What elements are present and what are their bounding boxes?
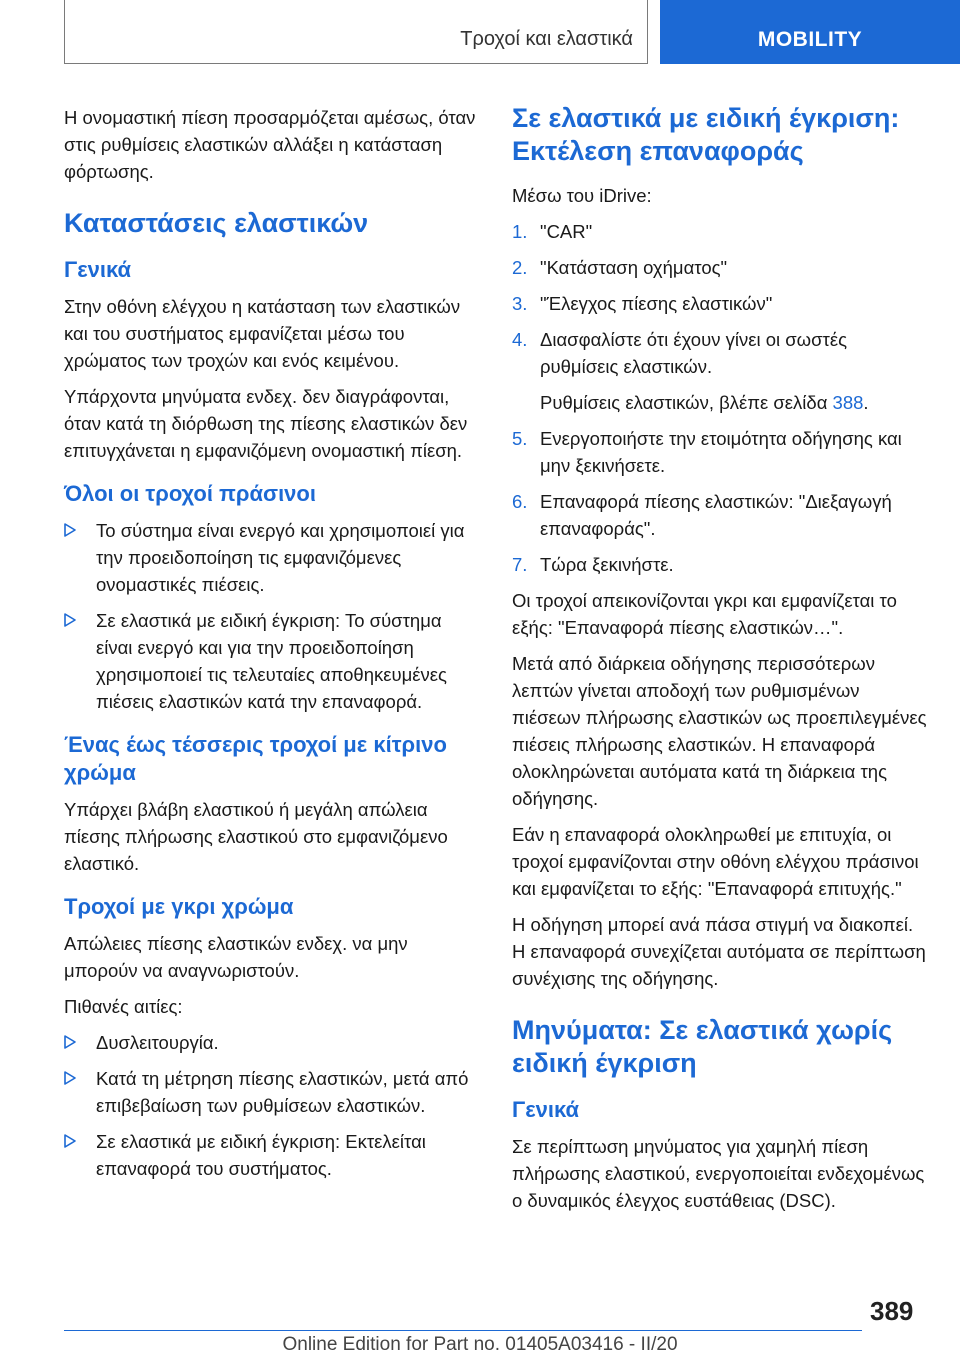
left-column <box>64 104 480 1191</box>
yellow-paragraph: Υπάρχει βλάβη ελαστικού ή μεγάλη απώλεια πίεσης πλήρωσης ελαστικού στο εμφανιζόμενο ελαστικό. <box>64 799 448 874</box>
list-item <box>64 1029 480 1056</box>
page-number: 389 <box>870 1296 914 1326</box>
list-item-text: Δυσλειτουργία. <box>96 1032 219 1053</box>
step-text: "Κατάσταση οχήματος" <box>540 257 728 278</box>
heading-yellow: Ένας έως τέσσερις τροχοί με κίτρινο χρώμα <box>64 732 447 785</box>
step-number: 2. <box>512 257 528 278</box>
step-item <box>512 425 928 479</box>
reset-steps <box>512 218 928 578</box>
triangle-bullet-icon <box>64 1035 76 1049</box>
list-item <box>64 607 480 715</box>
step-reference <box>540 389 928 416</box>
step-item <box>512 326 928 416</box>
section-tab[interactable]: MOBILITY <box>660 0 960 64</box>
gray-paragraph-2: Πιθανές αιτίες: <box>64 996 183 1017</box>
footer-divider <box>64 1330 862 1331</box>
step-text: Διασφαλίστε ότι έχουν γίνει οι σωστές ρυθμίσεις ελαστικών. <box>540 329 847 377</box>
reset-paragraph-3: Εάν η επαναφορά ολοκληρωθεί με επιτυχία, οι τροχοί εμφανίζονται στην οθόνη ελέγχου πράσινοι και εμφανίζεται το εξής: "Επαναφορά επιτυχής." <box>512 824 919 899</box>
step-item <box>512 551 928 578</box>
triangle-bullet-icon <box>64 1071 76 1085</box>
list-item <box>64 517 480 598</box>
footer-edition: Online Edition for Part no. 01405A03416 - II/20 <box>282 1334 678 1355</box>
step-text: Τώρα ξεκινήστε. <box>540 554 674 575</box>
general-paragraph-1: Στην οθόνη ελέγχου η κατάσταση των ελαστικών και του συστήματος εμφανίζεται μέσω του χρώματος των τροχών και ενός κειμένου. <box>64 296 461 371</box>
step-number: 7. <box>512 554 528 575</box>
gray-paragraph-1: Απώλειες πίεσης ελαστικών ενδεχ. να μην μπορούν να αναγνωριστούν. <box>64 933 408 981</box>
step-item <box>512 290 928 317</box>
reference-text: Ρυθμίσεις ελαστικών, βλέπε σελίδα <box>540 392 833 413</box>
triangle-bullet-icon <box>64 1134 76 1148</box>
step-text: Ενεργοποιήστε την ετοιμότητα οδήγησης και μην ξεκινήσετε. <box>540 428 902 476</box>
triangle-bullet-icon <box>64 613 76 627</box>
list-item-text: Σε ελαστικά με ειδική έγκριση: Το σύστημα είναι ενεργό και για την προειδοποίηση χρησιμοποιεί τις τελευταίες αποθηκευμένες πιέσεις ελαστικών κατά την επαναφορά. <box>96 610 447 712</box>
right-column <box>512 102 928 1223</box>
step-text: Επαναφορά πίεσης ελαστικών: "Διεξαγωγή επαναφοράς". <box>540 491 892 539</box>
list-item-text: Κατά τη μέτρηση πίεσης ελαστικών, μετά από επιβεβαίωση των ρυθμίσεων ελαστικών. <box>96 1068 469 1116</box>
triangle-bullet-icon <box>64 523 76 537</box>
heading-all-green: Όλοι οι τροχοί πράσινοι <box>64 481 316 506</box>
list-item-text: Το σύστημα είναι ενεργό και χρησιμοποιεί για την προειδοποίηση τις εμφανιζόμενες ονομαστικές πιέσεις. <box>96 520 465 595</box>
step-item <box>512 488 928 542</box>
step-number: 5. <box>512 428 528 449</box>
chapter-title: Τροχοί και ελαστικά <box>64 0 648 64</box>
list-item-text: Σε ελαστικά με ειδική έγκριση: Εκτελείται επαναφορά του συστήματος. <box>96 1131 426 1179</box>
list-item <box>64 1065 480 1119</box>
reset-paragraph-1: Οι τροχοί απεικονίζονται γκρι και εμφανίζεται το εξής: "Επαναφορά πίεσης ελαστικών…". <box>512 590 897 638</box>
step-number: 6. <box>512 491 528 512</box>
step-number: 1. <box>512 221 528 242</box>
heading-general: Γενικά <box>512 1097 580 1122</box>
step-number: 3. <box>512 293 528 314</box>
page-header <box>64 0 960 64</box>
general-paragraph-2: Υπάρχοντα μηνύματα ενδεχ. δεν διαγράφονται, όταν κατά τη διόρθωση της πίεσης ελαστικών δεν επιτυγχάνεται η εμφανιζόμενη ονομαστική πίεση. <box>64 386 468 461</box>
heading-reset: Σε ελαστικά με ειδική έγκριση: Εκτέλεση επαναφοράς <box>512 103 900 166</box>
reset-paragraph-4: Η οδήγηση μπορεί ανά πάσα στιγμή να διακοπεί. Η επαναφορά συνεχίζεται αυτόματα σε περίπτωση συνέχισης της οδήγησης. <box>512 914 926 989</box>
intro-paragraph: Η ονομαστική πίεση προσαρμόζεται αμέσως, όταν στις ρυθμίσεις ελαστικών αλλάξει η κατάσταση φόρτωσης. <box>64 107 476 182</box>
step-item <box>512 254 928 281</box>
heading-general: Γενικά <box>64 257 132 282</box>
messages-paragraph: Σε περίπτωση μηνύματος για χαμηλή πίεση πλήρωσης ελαστικού, ενεργοποιείται ενδεχομένως ο δυναμικός έλεγχος ευστάθειας (DSC). <box>512 1136 925 1211</box>
reset-paragraph-2: Μετά από διάρκεια οδήγησης περισσότερων λεπτών γίνεται αποδοχή των ρυθμισμένων πιέσεων πλήρωσης ελαστικών ως προεπιλεγμένες πιέσεις πλήρωσης ελαστικών. Η επαναφορά ολοκληρώνεται αυτόματα κατά τη διάρκεια της οδήγησης. <box>512 653 927 809</box>
step-text: "CAR" <box>540 221 593 242</box>
page-link[interactable]: 388 <box>832 392 864 413</box>
heading-messages: Μηνύματα: Σε ελαστικά χωρίς ειδική έγκριση <box>512 1015 893 1078</box>
gray-list <box>64 1029 480 1182</box>
list-item <box>64 1128 480 1182</box>
heading-gray: Τροχοί με γκρι χρώμα <box>64 894 294 919</box>
heading-tire-states: Καταστάσεις ελαστικών <box>64 208 369 238</box>
step-number: 4. <box>512 329 528 350</box>
step-text: "Έλεγχος πίεσης ελαστικών" <box>540 293 773 314</box>
green-list <box>64 517 480 715</box>
step-item <box>512 218 928 245</box>
via-idrive: Μέσω του iDrive: <box>512 185 652 206</box>
reference-end: . <box>863 392 869 413</box>
